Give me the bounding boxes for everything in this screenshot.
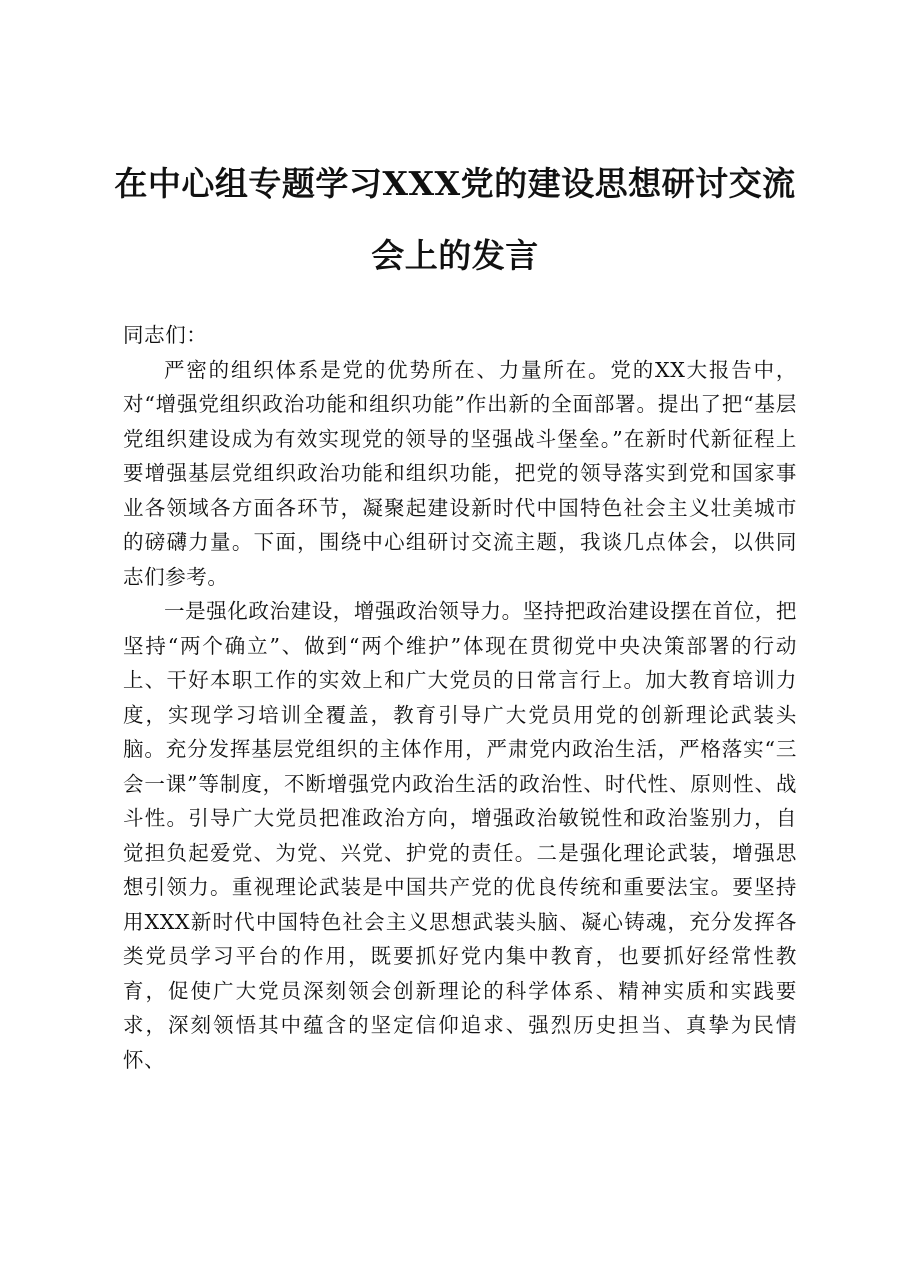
paragraph-points: 一是强化政治建设，增强政治领导力。坚持把政治建设摆在首位，把坚持“两个确立”、做到“两个维护”体现在贯彻党中央决策部署的行动上、干好本职工作的实效上和广大党员的日常言行上。加大教育培训力度，实现学习培训全覆盖，教育引导广大党员用党的创新理论武装头脑。充分发挥基层党组织的主体作用，严肃党内政治生活，严格落实“三会一课”等制度，不断增强党内政治生活的政治性、时代性、原则性、战斗性。引导广大党员把准政治方向，增强政治敏锐性和政治鉴别力，自觉担负起爱党、为党、兴党、护党的责任。二是强化理论武装，增强思想引领力。重视理论武装是中国共产党的优良传统和重要法宝。要坚持用XXX新时代中国特色社会主义思想武装头脑、凝心铸魂，充分发挥各类党员学习平台的作用，既要抓好党内集中教育，也要抓好经常性教育，促使广大党员深刻领会创新理论的科学体系、精神实质和实践要求，深刻领悟其中蕴含的坚定信仰追求、强烈历史担当、真挚为民情怀、 — [123, 599, 797, 1072]
document-body — [123, 318, 797, 1077]
salutation: 同志们： — [123, 323, 208, 347]
document-title: 在中心组专题学习XXX党的建设思想研讨交流会上的发言 — [114, 164, 796, 275]
paragraph-intro: 严密的组织体系是党的优势所在、力量所在。党的XX大报告中，对“增强党组织政治功能和组织功能”作出新的全面部署。提出了把“基层党组织建设成为有效实现党的领导的坚强战斗堡垒。”在新时代新征程上要增强基层党组织政治功能和组织功能，把党的领导落实到党和国家事业各领域各方面各环节，凝聚起建设新时代中国特色社会主义壮美城市的磅礴力量。下面，围绕中心组研讨交流主题，我谈几点体会，以供同志们参考。 — [123, 357, 797, 589]
